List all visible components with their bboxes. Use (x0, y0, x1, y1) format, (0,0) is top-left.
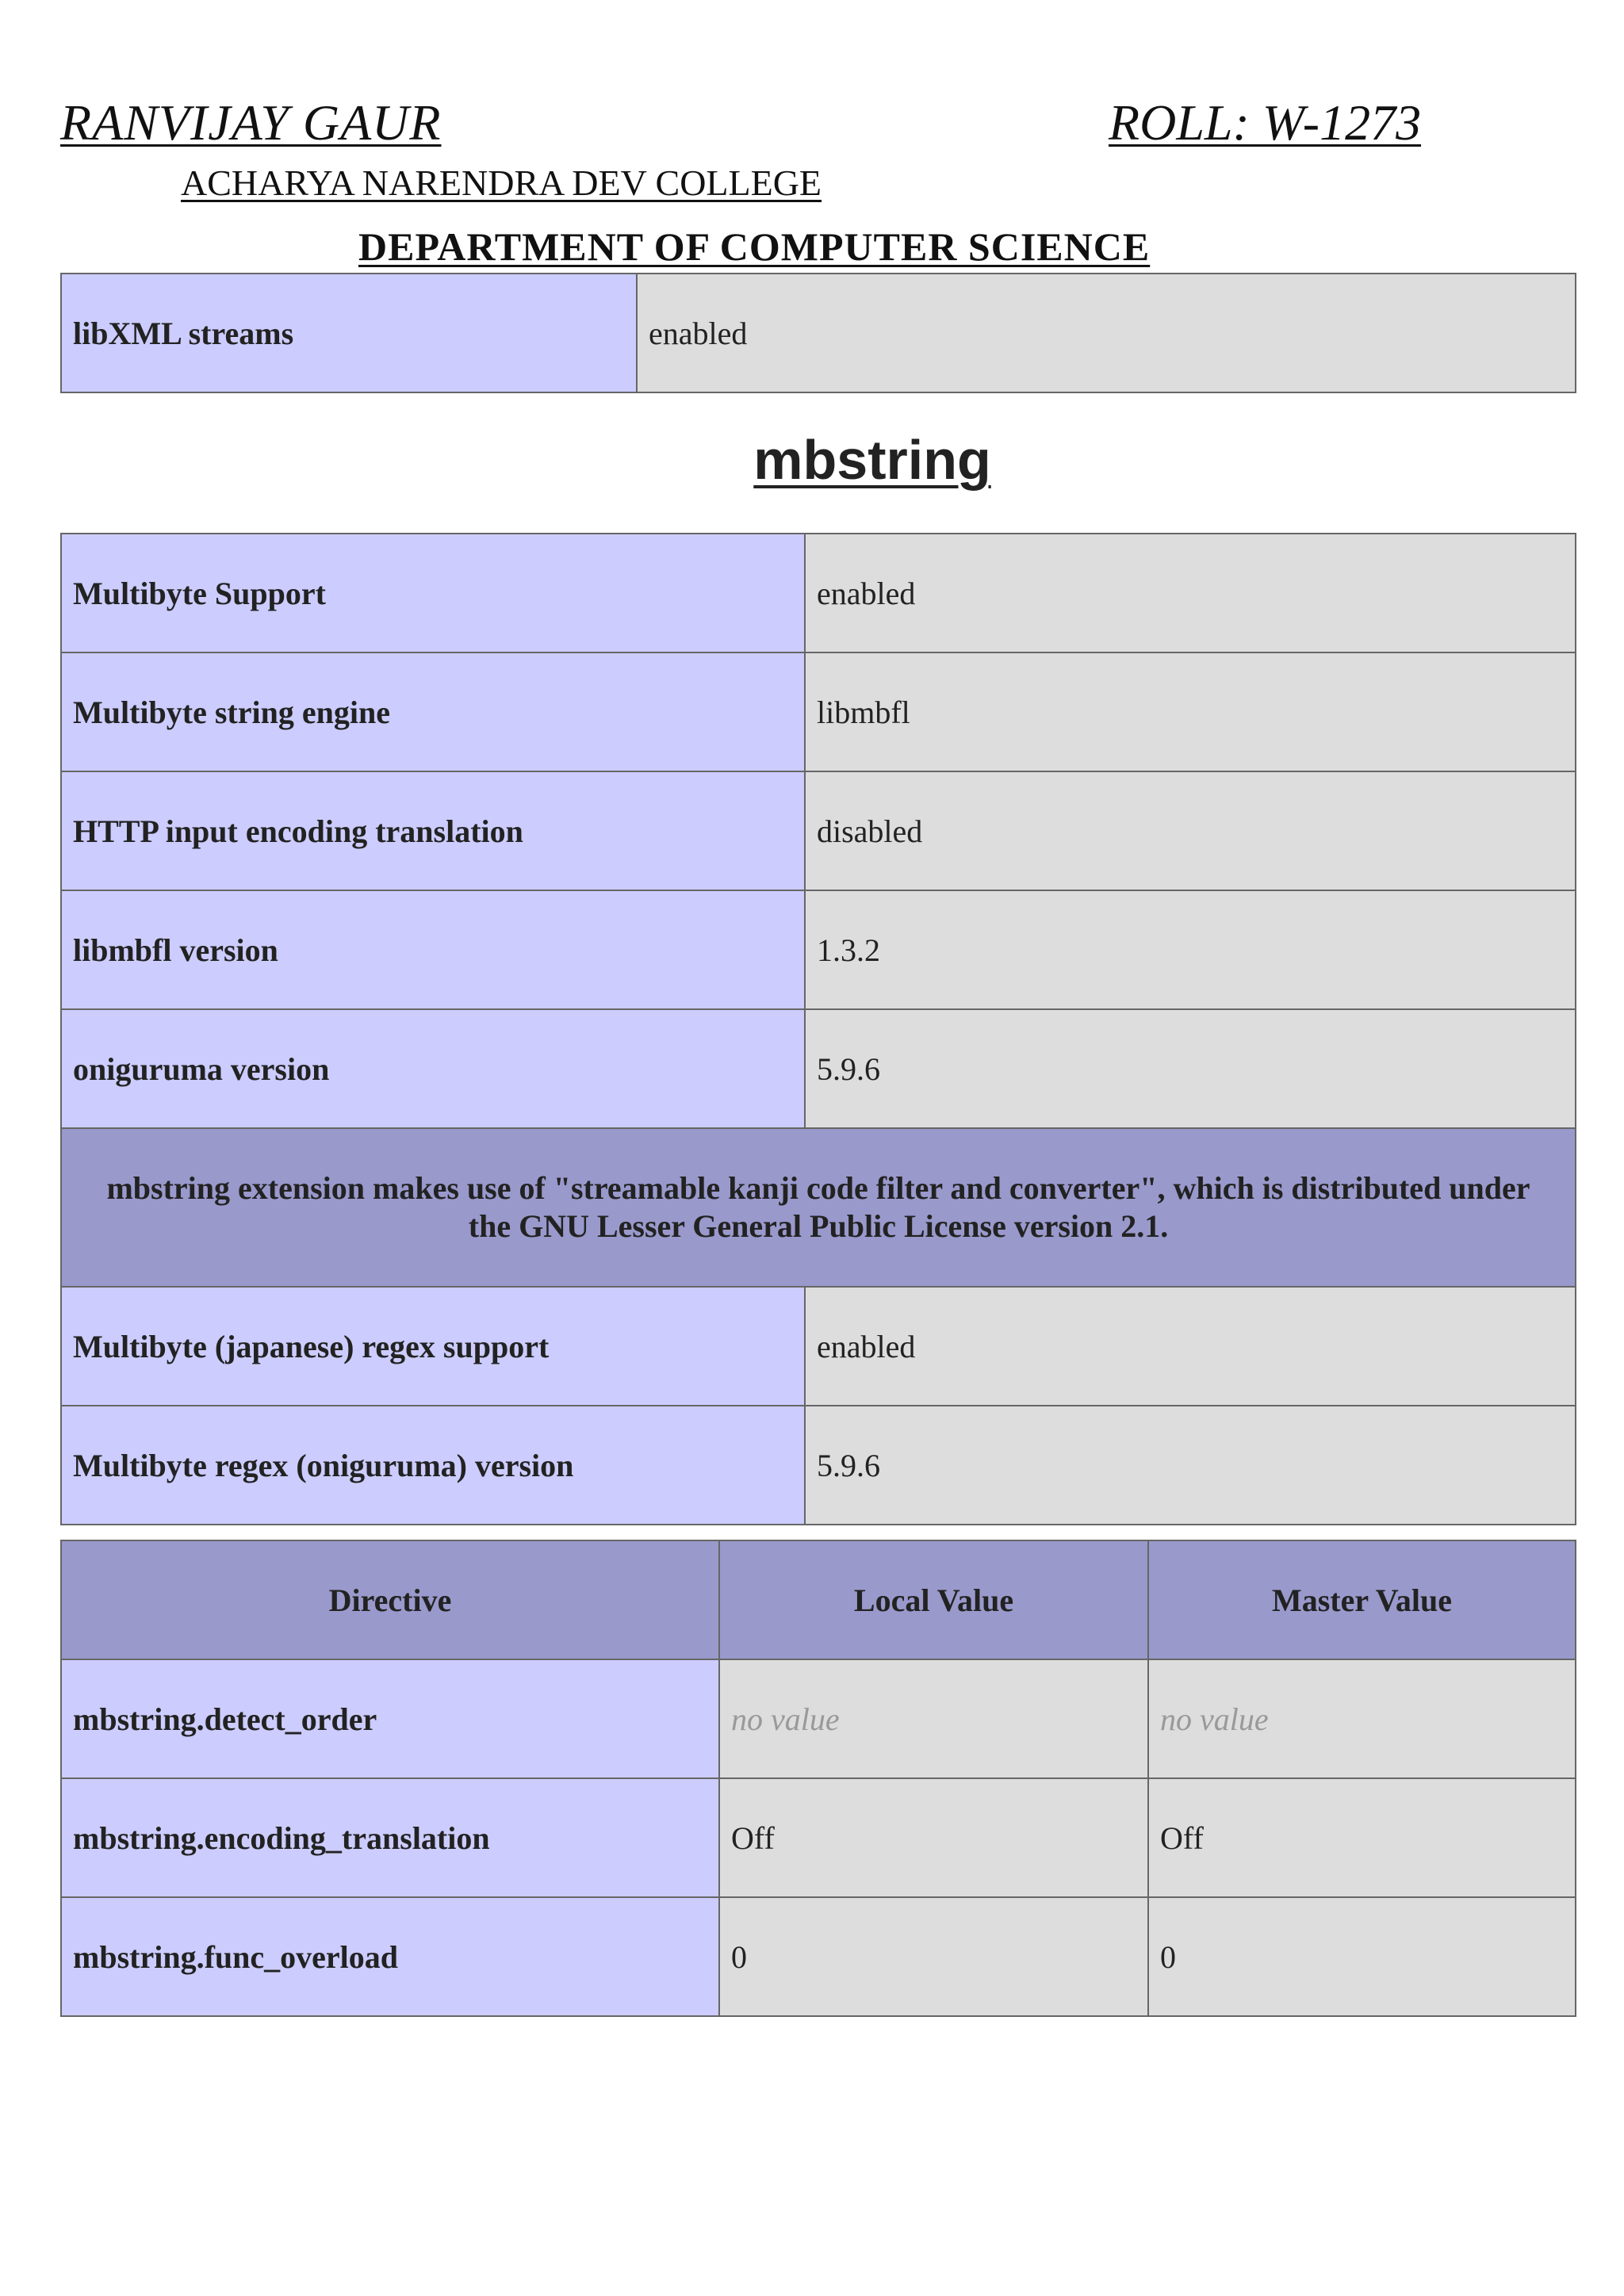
directive-local-value: no value (719, 1659, 1148, 1778)
directive-name: mbstring.encoding_translation (61, 1778, 719, 1897)
mbstring-info-table (60, 533, 1576, 1525)
row-value: 5.9.6 (805, 1406, 1576, 1525)
directive-master-value: Off (1148, 1778, 1576, 1897)
directive-local-value: 0 (719, 1897, 1148, 2016)
row-key: Multibyte string engine (61, 652, 805, 771)
header-master-value: Master Value (1148, 1540, 1576, 1659)
table-row (61, 274, 1576, 392)
directives-header-row (61, 1540, 1576, 1659)
table-row (61, 1287, 1576, 1406)
table-row (61, 1406, 1576, 1525)
license-note-row (61, 1128, 1576, 1287)
row-key: Multibyte regex (oniguruma) version (61, 1406, 805, 1525)
college-name: ACHARYA NARENDRA DEV COLLEGE (181, 163, 822, 203)
table-row (61, 1778, 1576, 1897)
student-name: RANVIJAY GAUR (60, 94, 442, 151)
row-value: libmbfl (805, 652, 1576, 771)
row-value: disabled (805, 771, 1576, 890)
libxml-table (60, 273, 1576, 393)
row-value: 1.3.2 (805, 890, 1576, 1009)
section-title-mbstring[interactable]: mbstring (753, 429, 991, 491)
table-row (61, 1897, 1576, 2016)
row-value: enabled (805, 1287, 1576, 1406)
libxml-value: enabled (637, 274, 1576, 392)
row-value: 5.9.6 (805, 1009, 1576, 1128)
department-name: DEPARTMENT OF COMPUTER SCIENCE (358, 224, 1151, 269)
row-key: Multibyte (japanese) regex support (61, 1287, 805, 1406)
table-row (61, 771, 1576, 890)
directive-local-value: Off (719, 1778, 1148, 1897)
table-row (61, 1659, 1576, 1778)
row-key: libmbfl version (61, 890, 805, 1009)
libxml-key: libXML streams (61, 274, 637, 392)
directive-master-value: 0 (1148, 1897, 1576, 2016)
header-local-value: Local Value (719, 1540, 1148, 1659)
row-key: HTTP input encoding translation (61, 771, 805, 890)
table-row (61, 652, 1576, 771)
directive-name: mbstring.detect_order (61, 1659, 719, 1778)
directive-name: mbstring.func_overload (61, 1897, 719, 2016)
header-directive: Directive (61, 1540, 719, 1659)
license-note: mbstring extension makes use of "streamable kanji code filter and converter", which is distributed under the GNU Lesser General Public License version 2.1. (61, 1128, 1576, 1287)
table-row (61, 890, 1576, 1009)
table-row (61, 534, 1576, 652)
directives-table (60, 1540, 1576, 2017)
directive-master-value: no value (1148, 1659, 1576, 1778)
row-value: enabled (805, 534, 1576, 652)
row-key: oniguruma version (61, 1009, 805, 1128)
roll-number: ROLL: W-1273 (1109, 94, 1422, 151)
table-row (61, 1009, 1576, 1128)
row-key: Multibyte Support (61, 534, 805, 652)
